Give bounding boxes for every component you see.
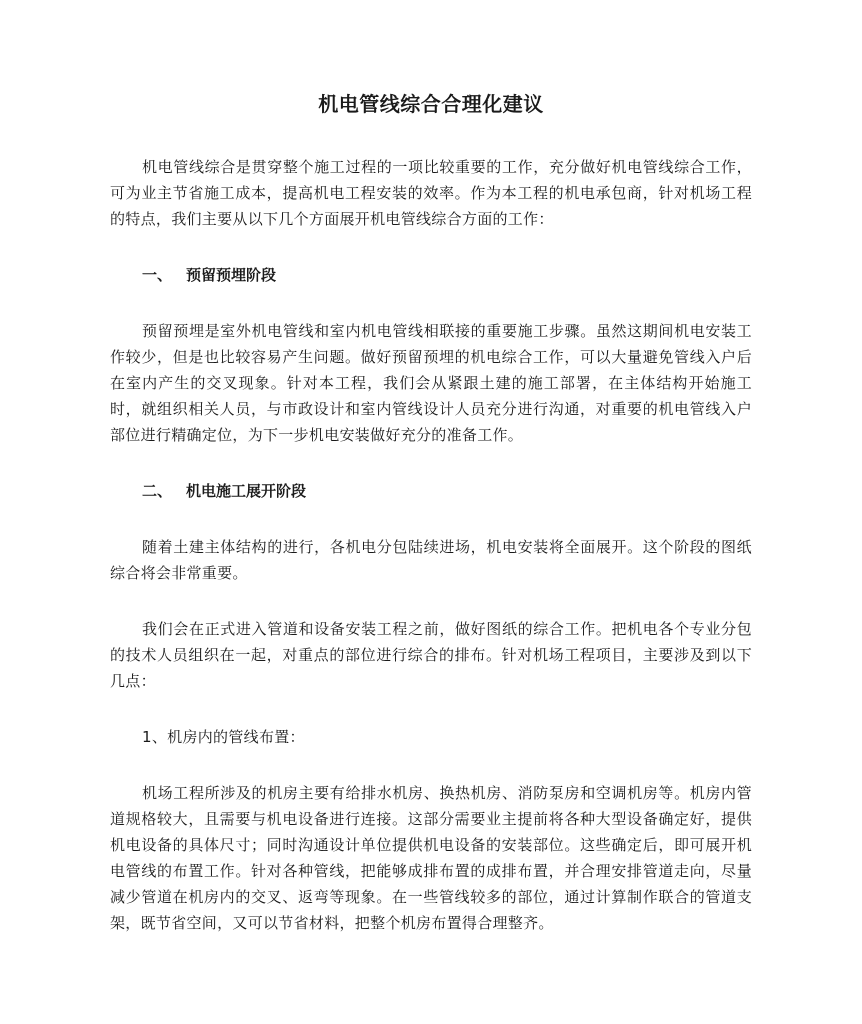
section-1-number: 一、: [142, 266, 173, 284]
section-2-heading: [110, 478, 752, 504]
section-1-paragraph: 预留预埋是室外机电管线和室内机电管线相联接的重要施工步骤。虽然这期间机电安装工作较少，但是也比较容易产生问题。做好预留预埋的机电综合工作，可以大量避免管线入户后在室内产生的交叉现象。针对本工程，我们会从紧跟土建的施工部署，在主体结构开始施工时，就组织相关人员，与市政设计和室内管线设计人员充分进行沟通，对重要的机电管线入户部位进行精确定位，为下一步机电安装做好充分的准备工作。: [110, 322, 752, 444]
section-2-paragraph-1: 随着土建主体结构的进行，各机电分包陆续进场，机电安装将全面展开。这个阶段的图纸综合将会非常重要。: [110, 538, 752, 582]
document-title: 机电管线综合合理化建议: [318, 92, 544, 116]
item-1-paragraph: 机场工程所涉及的机房主要有给排水机房、换热机房、消防泵房和空调机房等。机房内管道规格较大，且需要与机电设备进行连接。这部分需要业主提前将各种大型设备确定好，提供机电设备的具体尺寸；同时沟通设计单位提供机电设备的安装部位。这些确定后，即可展开机电管线的布置工作。针对各种管线，把能够成排布置的成排布置，并合理安排管道走向，尽量减少管道在机房内的交叉、返弯等现象。在一些管线较多的部位，通过计算制作联合的管道支架，既节省空间，又可以节省材料，把整个机房布置得合理整齐。: [110, 784, 752, 932]
section-1-heading: [110, 262, 752, 288]
item-1-title: 1、机房内的管线布置：: [142, 728, 305, 746]
section-2-title: 机电施工展开阶段: [186, 482, 307, 500]
section-2-paragraph-2: 我们会在正式进入管道和设备安装工程之前，做好图纸的综合工作。把机电各个专业分包的技术人员组织在一起，对重点的部位进行综合的排布。针对机场工程项目，主要涉及到以下几点：: [110, 620, 752, 690]
intro-paragraph: 机电管线综合是贯穿整个施工过程的一项比较重要的工作，充分做好机电管线综合工作，可为业主节省施工成本，提高机电工程安装的效率。作为本工程的机电承包商，针对机场工程的特点，我们主要从以下几个方面展开机电管线综合方面的工作：: [110, 158, 752, 228]
section-2-number: 二、: [142, 482, 173, 500]
section-1-title: 预留预埋阶段: [186, 266, 277, 284]
